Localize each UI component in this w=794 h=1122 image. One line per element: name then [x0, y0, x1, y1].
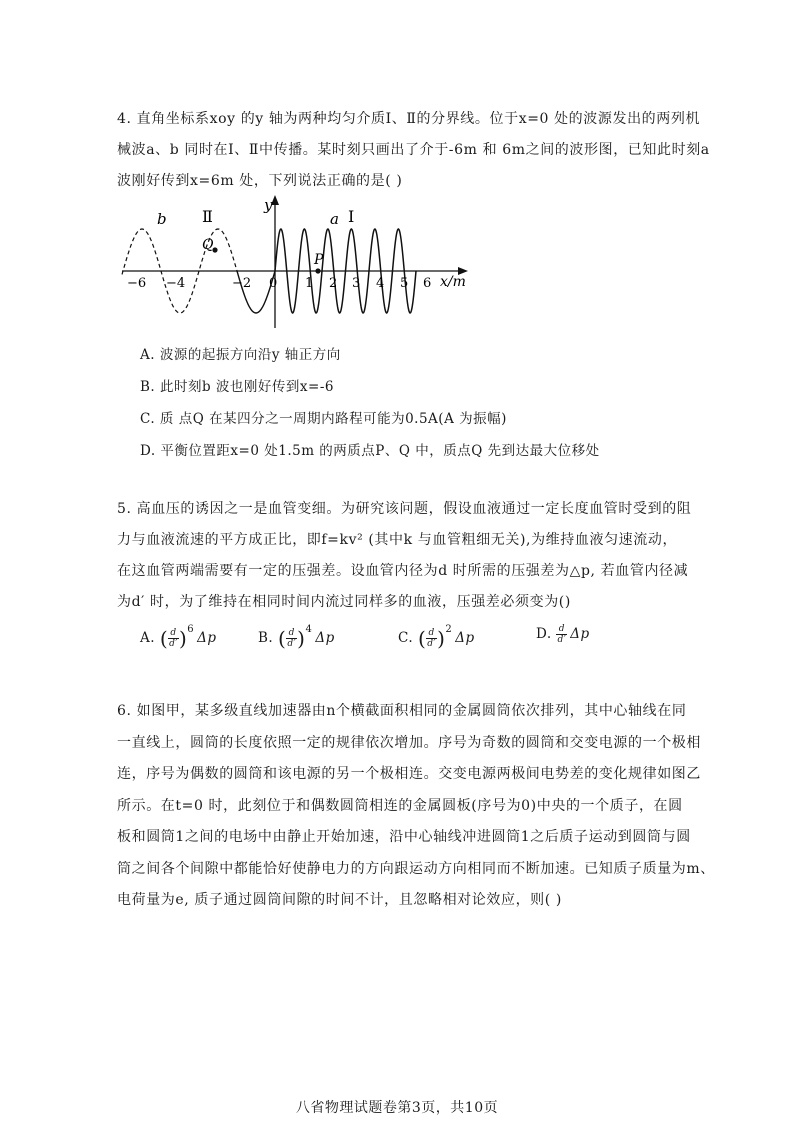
- point-p-dot: [315, 268, 320, 273]
- fraction: $\frac{d}{d'}$: [427, 628, 437, 649]
- tick-label: 1: [305, 276, 314, 291]
- x-axis-label: x/m: [440, 274, 466, 290]
- wave-graph: [118, 193, 478, 333]
- tick-label: −6: [127, 276, 147, 291]
- tick-label: −2: [232, 276, 252, 291]
- tick-label: −4: [166, 276, 186, 291]
- q4-line-2: 械波a、b 同时在Ⅰ、Ⅱ中传播。某时刻只画出了介于-6m 和 6m之间的波形图，已知此时刻a: [117, 142, 710, 158]
- q4-line-1: 4. 直角坐标系xoy 的y 轴为两种均匀介质Ⅰ、Ⅱ的分界线。位于x=0 处的波源发出的两列机: [117, 111, 701, 127]
- q5-option-d: D. $\frac{d}{d'}$ Δp: [536, 624, 590, 645]
- tick-label: 0: [269, 276, 278, 291]
- q5-option-a-label: A.: [140, 630, 156, 646]
- medium-ii-label: Ⅱ: [202, 207, 213, 226]
- q6-line-6: 筒之间各个间隙中都能恰好使静电力的方向跟运动方向相同而不断加速。已知质子质量为m、: [117, 861, 715, 877]
- point-q-label: Q: [202, 237, 214, 253]
- y-axis-label: y: [264, 196, 273, 214]
- page-footer: 八省物理试题卷第3页，共10页: [295, 1100, 499, 1116]
- medium-i-label: Ⅰ: [348, 207, 355, 226]
- q5-option-a: A. ( $\frac{d}{d'}$ )$^6$Δp: [140, 624, 217, 651]
- q5-option-c-label: C.: [398, 630, 414, 646]
- point-p-label: P: [314, 252, 324, 268]
- q5-line-3: 在这血管两端需要有一定的压强差。设血管内径为d 时所需的压强差为△p, 若血管内径减: [117, 563, 689, 579]
- tick-label: 2: [329, 276, 338, 291]
- wave-b-label: b: [157, 210, 167, 228]
- q5-option-c: C. ( $\frac{d}{d'}$ )$^2$Δp: [398, 624, 475, 651]
- wave-a-label: a: [330, 210, 339, 228]
- q6-line-2: 一直线上，圆筒的长度依照一定的规律依次增加。序号为奇数的圆筒和交变电源的一个极相: [117, 735, 701, 751]
- q5-option-b: B. ( $\frac{d}{d'}$ )$^4$Δp: [258, 624, 335, 651]
- tick-label: 6: [423, 276, 432, 291]
- q5-line-4: 为d′ 时，为了维持在相同时间内流过同样多的血液，压强差必须变为(): [117, 594, 571, 610]
- q5-line-1: 5. 高血压的诱因之一是血管变细。为研究该问题，假设血液通过一定长度血管时受到的阻: [117, 501, 692, 517]
- q4-option-a: A. 波源的起振方向沿y 轴正方向: [140, 347, 341, 363]
- tick-label: 4: [376, 276, 385, 291]
- q5-option-b-label: B.: [258, 630, 274, 646]
- q6-line-5: 板和圆筒1之间的电场中由静止开始加速，沿中心轴线冲进圆筒1之后质子运动到圆筒与圆: [117, 829, 691, 845]
- q4-option-b: B. 此时刻b 波也刚好传到x=-6: [140, 379, 335, 395]
- tick-label: 3: [352, 276, 361, 291]
- fraction: $\frac{d}{d'}$: [287, 628, 297, 649]
- q4-option-d: D. 平衡位置距x=0 处1.5m 的两质点P、Q 中，质点Q 先到达最大位移处: [140, 443, 600, 459]
- q6-line-7: 电荷量为e, 质子通过圆筒间隙的时间不计，且忽略相对论效应，则( ): [117, 892, 562, 908]
- q6-line-3: 连，序号为偶数的圆筒和该电源的另一个极相连。交变电源两极间电势差的变化规律如图乙: [117, 766, 701, 782]
- q5-line-2: 力与血液流速的平方成正比，即f=kv² (其中k 与血管粗细无关),为维持血液匀速流动，: [117, 532, 678, 548]
- tick-label: 5: [400, 276, 409, 291]
- q6-line-1: 6. 如图甲，某多级直线加速器由n个横截面积相同的金属圆筒依次排列，其中心轴线在同: [117, 703, 687, 719]
- q4-option-c: C. 质 点Q 在某四分之一周期内路程可能为0.5A(A 为振幅): [140, 411, 507, 427]
- q4-line-3: 波刚好传到x=6m 处，下列说法正确的是( ): [117, 173, 403, 189]
- fraction: $\frac{d}{d'}$: [557, 624, 567, 645]
- fraction: $\frac{d}{d'}$: [169, 628, 178, 649]
- q5-option-d-label: D.: [536, 626, 552, 642]
- q6-line-4: 所示。在t=0 时，此刻位于和偶数圆筒相连的金属圆板(序号为0)中央的一个质子，在圆: [117, 798, 683, 814]
